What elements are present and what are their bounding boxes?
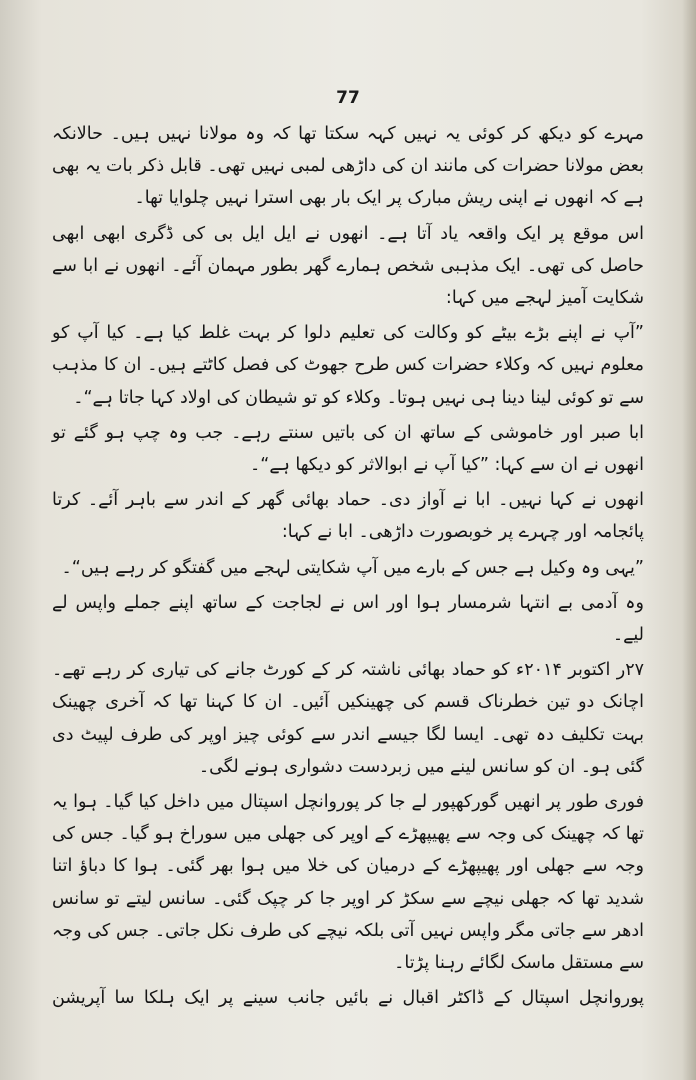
- paragraph-quote: ”آپ نے اپنے بڑے بیٹے کو وکالت کی تعلیم دلوا کر بہت غلط کیا ہے۔ کیا آپ کو معلوم نہیں کہ وکلاء حضرات کس طرح جھوٹ کی فصل کاٹتے ہیں۔ ان کا مذہب سے تو کوئی لینا دینا ہی نہیں ہوتا۔ وکلاء کو تو شیطان کی اولاد کہا جاتا ہے“۔: [52, 323, 644, 408]
- page-number: 77: [336, 88, 360, 108]
- paragraph: ۲۷ر اکتوبر ۲۰۱۴ء کو حماد بھائی ناشتہ کر کے کورٹ جانے کی تیاری کر رہے تھے۔ اچانک دو تین خطرناک قسم کی چھینکیں آئیں۔ ان کا کہنا تھا کہ آخری چھینک بہت تکلیف دہ تھی۔ ایسا لگا جیسے اندر سے کوئی چیز اوپر کی طرف لپیٹ دی گئی ہو۔ ان کو سانس لینے میں زبردست دشواری ہونے لگی۔: [52, 660, 645, 777]
- paragraph: ابا صبر اور خاموشی کے ساتھ ان کی باتیں سنتے رہے۔ جب وہ چپ ہو گئے تو انھوں نے ان سے کہا: ”کیا آپ نے ابوالاثر کو دیکھا ہے“۔: [52, 422, 644, 476]
- page-text-body: [52, 118, 644, 1017]
- paragraph: مہرے کو دیکھ کر کوئی یہ نہیں کہہ سکتا تھا کہ وہ مولانا نہیں ہیں۔ حالانکہ بعض مولانا حضرات کی مانند ان کی داڑھی لمبی نہیں تھی۔ قابل ذکر بات یہ بھی ہے کہ انھوں نے اپنی ریش مبارک پر ایک بار بھی استرا نہیں چلوایا تھا۔: [52, 124, 644, 209]
- page-edge-shadow: [682, 0, 696, 1080]
- paragraph-quote: ”یہی وہ وکیل ہے جس کے بارے میں آپ شکایتی لہجے میں گفتگو کر رہے ہیں“۔: [61, 557, 644, 578]
- paragraph: فوری طور پر انھیں گورکھپور لے جا کر پوروانچل اسپتال میں داخل کیا گیا۔ ہوا یہ تھا کہ چھینک کی وجہ سے پھیپھڑے کے اوپر کی جھلی میں سوراخ ہو گیا۔ جس کی وجہ سے جھلی اور پھیپھڑے کے درمیان کی خلا میں ہوا بھر گئی۔ ہوا کا دباؤ اتنا شدید تھا کہ جھلی نیچے سے سکڑ کر اوپر جا کر چپک گئی۔ سانس لیتے تو سانس ادھر سے جاتی مگر واپس نہیں آتی بلکہ نیچے کی طرف نکل جاتی۔ جس کی وجہ سے مستقل ماسک لگائے رہنا پڑتا۔: [52, 792, 644, 974]
- paragraph: انھوں نے کہا نہیں۔ ابا نے آواز دی۔ حماد بھائی گھر کے اندر سے باہر آئے۔ کرتا پائجامہ اور چہرے پر خوبصورت داڑھی۔ ابا نے کہا:: [52, 490, 644, 543]
- paragraph: پوروانچل اسپتال کے ڈاکٹر اقبال نے بائیں جانب سینے پر ایک ہلکا سا آپریشن: [52, 988, 644, 1009]
- paragraph: اس موقع پر ایک واقعہ یاد آتا ہے۔ انھوں نے ایل ایل بی کی ڈگری ابھی ابھی حاصل کی تھی۔ ایک مذہبی شخص ہمارے گھر بطور مہمان آئے۔ انھوں نے ابا سے شکایت آمیز لہجے میں کہا:: [52, 223, 644, 309]
- paragraph: وہ آدمی بے انتہا شرمسار ہوا اور اس نے لجاجت کے ساتھ اپنے جملے واپس لے لیے۔: [52, 592, 644, 646]
